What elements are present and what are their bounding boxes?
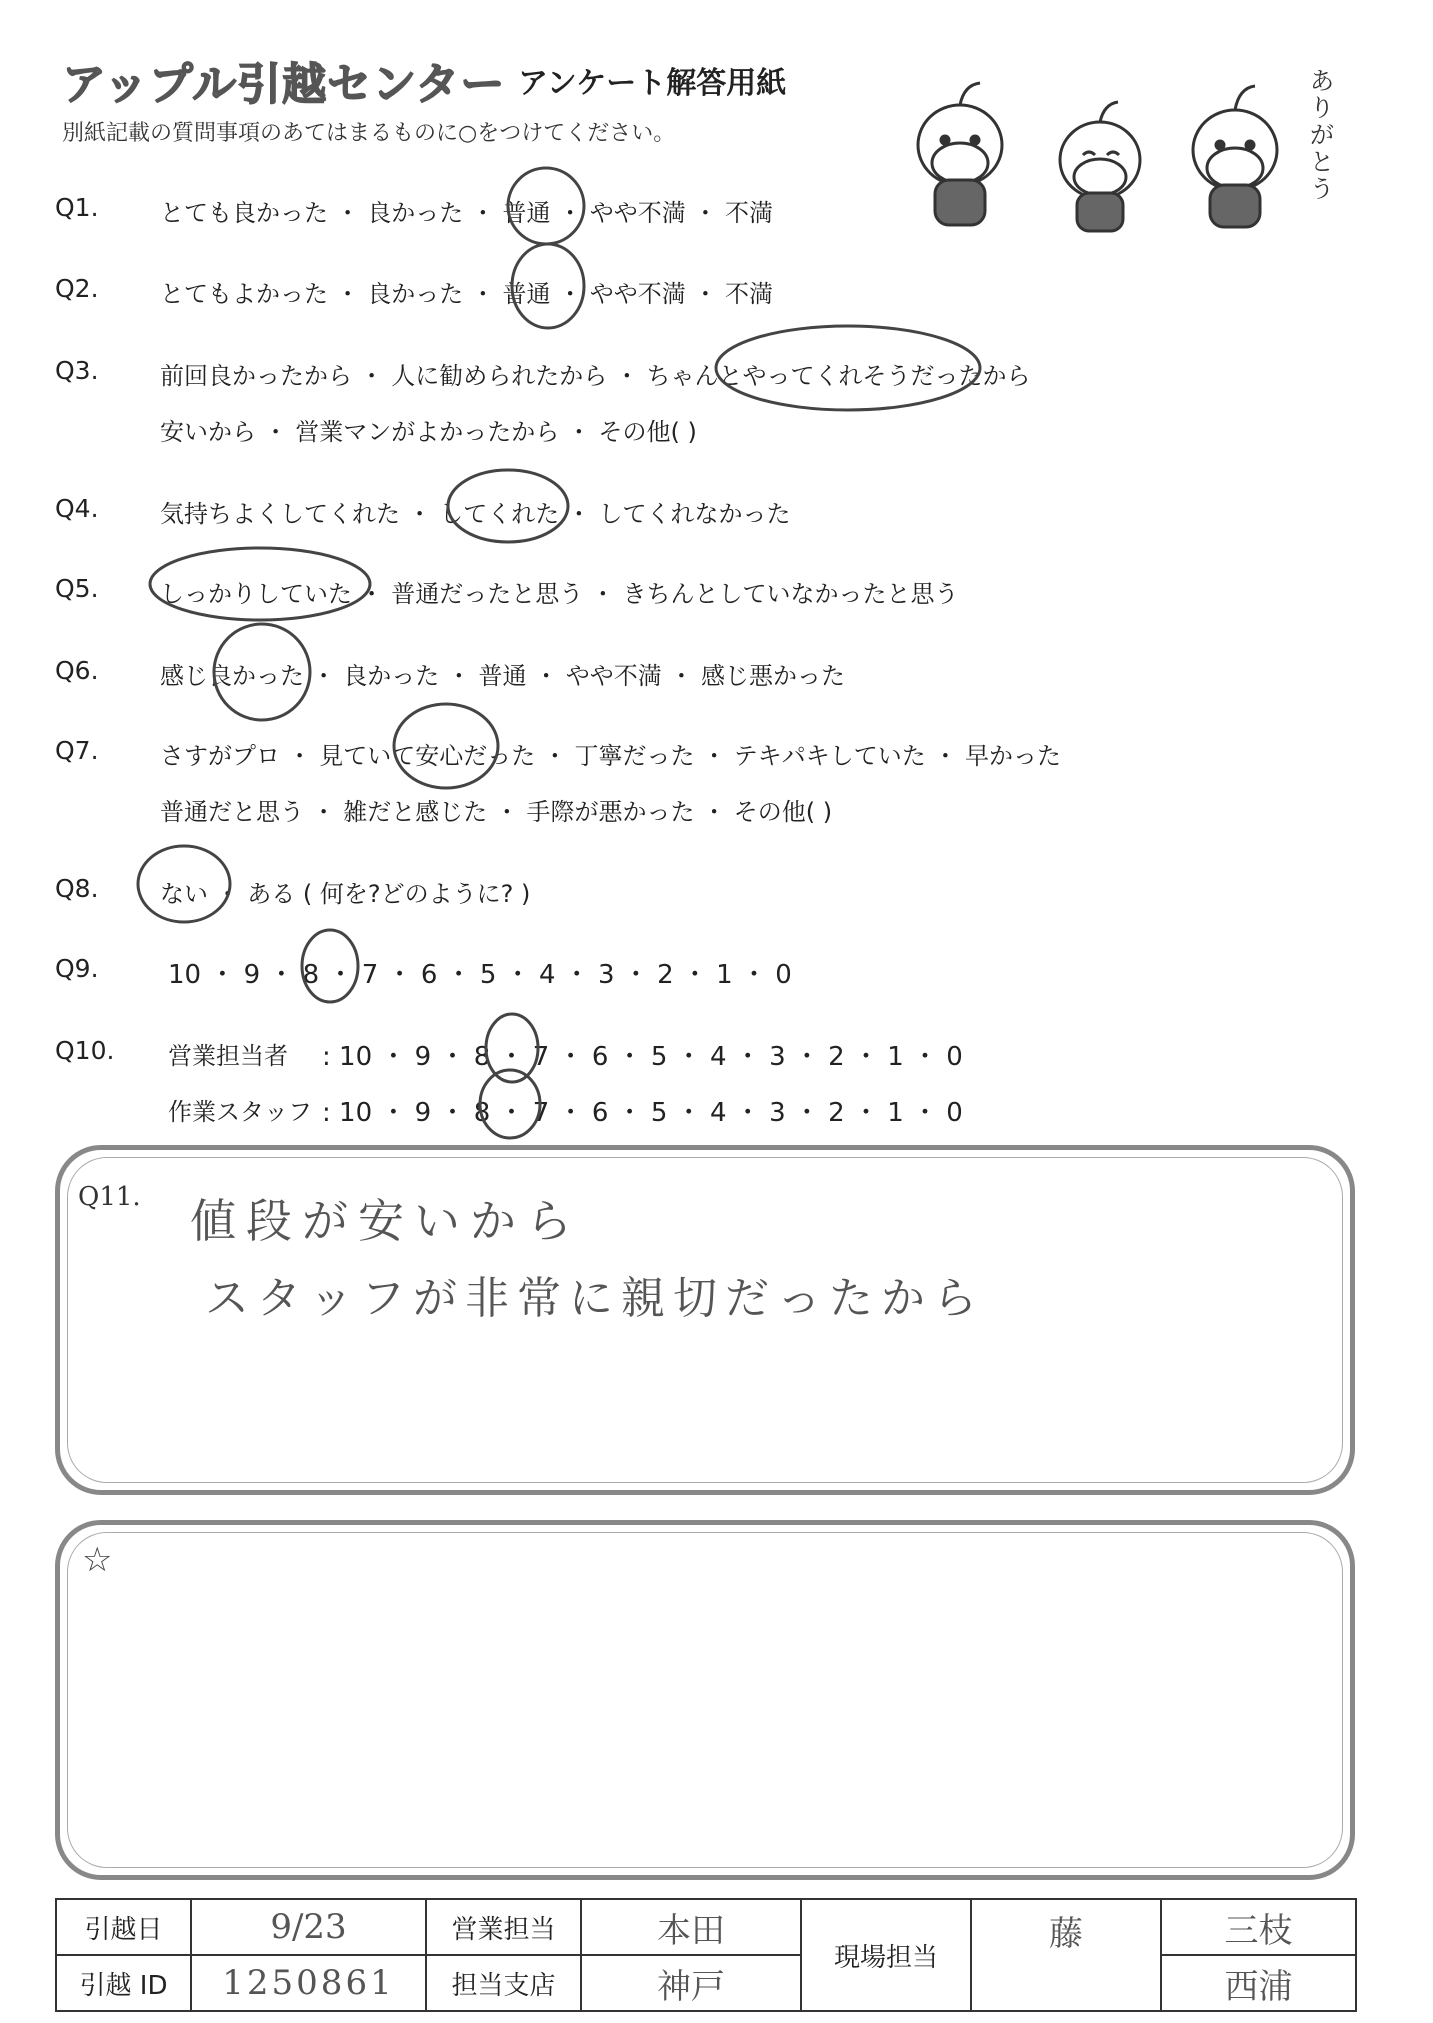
company-name: アップル引越センター: [62, 59, 506, 110]
branch-label: 担当支店: [426, 1955, 581, 2011]
q2-label: Q2.: [55, 274, 99, 303]
q1-options: とても良かった ・ 良かった ・ 普通 ・ やや不満 ・ 不満: [160, 199, 774, 227]
q7-options-line1: さすがプロ ・ 見ていて安心だった ・ 丁寧だった ・ テキパキしていた ・ 早かった: [160, 742, 1062, 770]
comment-box: [55, 1520, 1355, 1880]
info-table: [55, 1898, 1357, 2012]
instruction-text: 別紙記載の質問事項のあてはまるものに○をつけてください。: [62, 121, 676, 146]
q3-options-line2: 安いから ・ 営業マンがよかったから ・ その他( ): [160, 418, 697, 446]
site-rep-value-1: 藤: [971, 1899, 1161, 2011]
site-rep-value-2: 三枝: [1161, 1899, 1356, 1955]
move-id-value: 1250861: [191, 1955, 426, 2011]
q10-staff-scale: : 10 ・ 9 ・ 8 ・ 7 ・ 6 ・ 5 ・ 4 ・ 3 ・ 2 ・ 1 ・ 0: [322, 1098, 963, 1128]
q5-options: しっかりしていた ・ 普通だったと思う ・ きちんとしていなかったと思う: [160, 580, 959, 608]
q10-staff-label: 作業スタッフ: [168, 1098, 312, 1126]
site-rep-value-3: 西浦: [1161, 1955, 1356, 2011]
sales-rep-label: 営業担当: [426, 1899, 581, 1955]
q4-label: Q4.: [55, 494, 99, 523]
star-label: ☆: [82, 1540, 113, 1580]
q5-label: Q5.: [55, 574, 99, 603]
move-date-label: 引越日: [56, 1899, 191, 1955]
q7-options-line2: 普通だと思う ・ 雑だと感じた ・ 手際が悪かった ・ その他( ): [160, 798, 833, 826]
q9-scale: 10 ・ 9 ・ 8 ・ 7 ・ 6 ・ 5 ・ 4 ・ 3 ・ 2 ・ 1 ・ 0: [168, 960, 792, 990]
q4-options: 気持ちよくしてくれた ・ してくれた ・ してくれなかった: [160, 500, 791, 528]
q8-options: ない ・ ある ( 何を?どのように? ): [160, 880, 531, 908]
sales-rep-value: 本田: [581, 1899, 801, 1955]
move-id-label: 引越 ID: [56, 1955, 191, 2011]
q3-label: Q3.: [55, 356, 99, 385]
q2-options: とてもよかった ・ 良かった ・ 普通 ・ やや不満 ・ 不満: [160, 280, 774, 308]
sheet-title: アンケート解答用紙: [518, 66, 787, 101]
q10-label: Q10.: [55, 1036, 115, 1065]
q8-label: Q8.: [55, 874, 99, 903]
mascot-caption: ありがとう: [1310, 67, 1334, 203]
q6-options: 感じ良かった ・ 良かった ・ 普通 ・ やや不満 ・ 感じ悪かった: [160, 662, 846, 690]
site-rep-label: 現場担当: [801, 1899, 971, 2011]
q11-handwritten-line1: 値段が安いから: [190, 1194, 582, 1248]
q3-options-line1: 前回良かったから ・ 人に勧められたから ・ ちゃんとやってくれそうだったから: [160, 362, 1031, 390]
q7-label: Q7.: [55, 736, 99, 765]
q9-label: Q9.: [55, 954, 99, 983]
q10-sales-label: 営業担当者: [168, 1042, 288, 1070]
branch-value: 神戸: [581, 1955, 801, 2011]
comment-box-inner-border: [67, 1532, 1343, 1868]
mascot-illustration: [895, 55, 1355, 239]
q11-label: Q11.: [78, 1182, 141, 1212]
q11-handwritten-line2: スタッフが非常に親切だったから: [205, 1273, 985, 1324]
q6-label: Q6.: [55, 656, 99, 685]
q10-sales-scale: : 10 ・ 9 ・ 8 ・ 7 ・ 6 ・ 5 ・ 4 ・ 3 ・ 2 ・ 1 ・ 0: [322, 1042, 963, 1072]
q1-label: Q1.: [55, 193, 99, 222]
move-date-value: 9/23: [191, 1899, 426, 1955]
